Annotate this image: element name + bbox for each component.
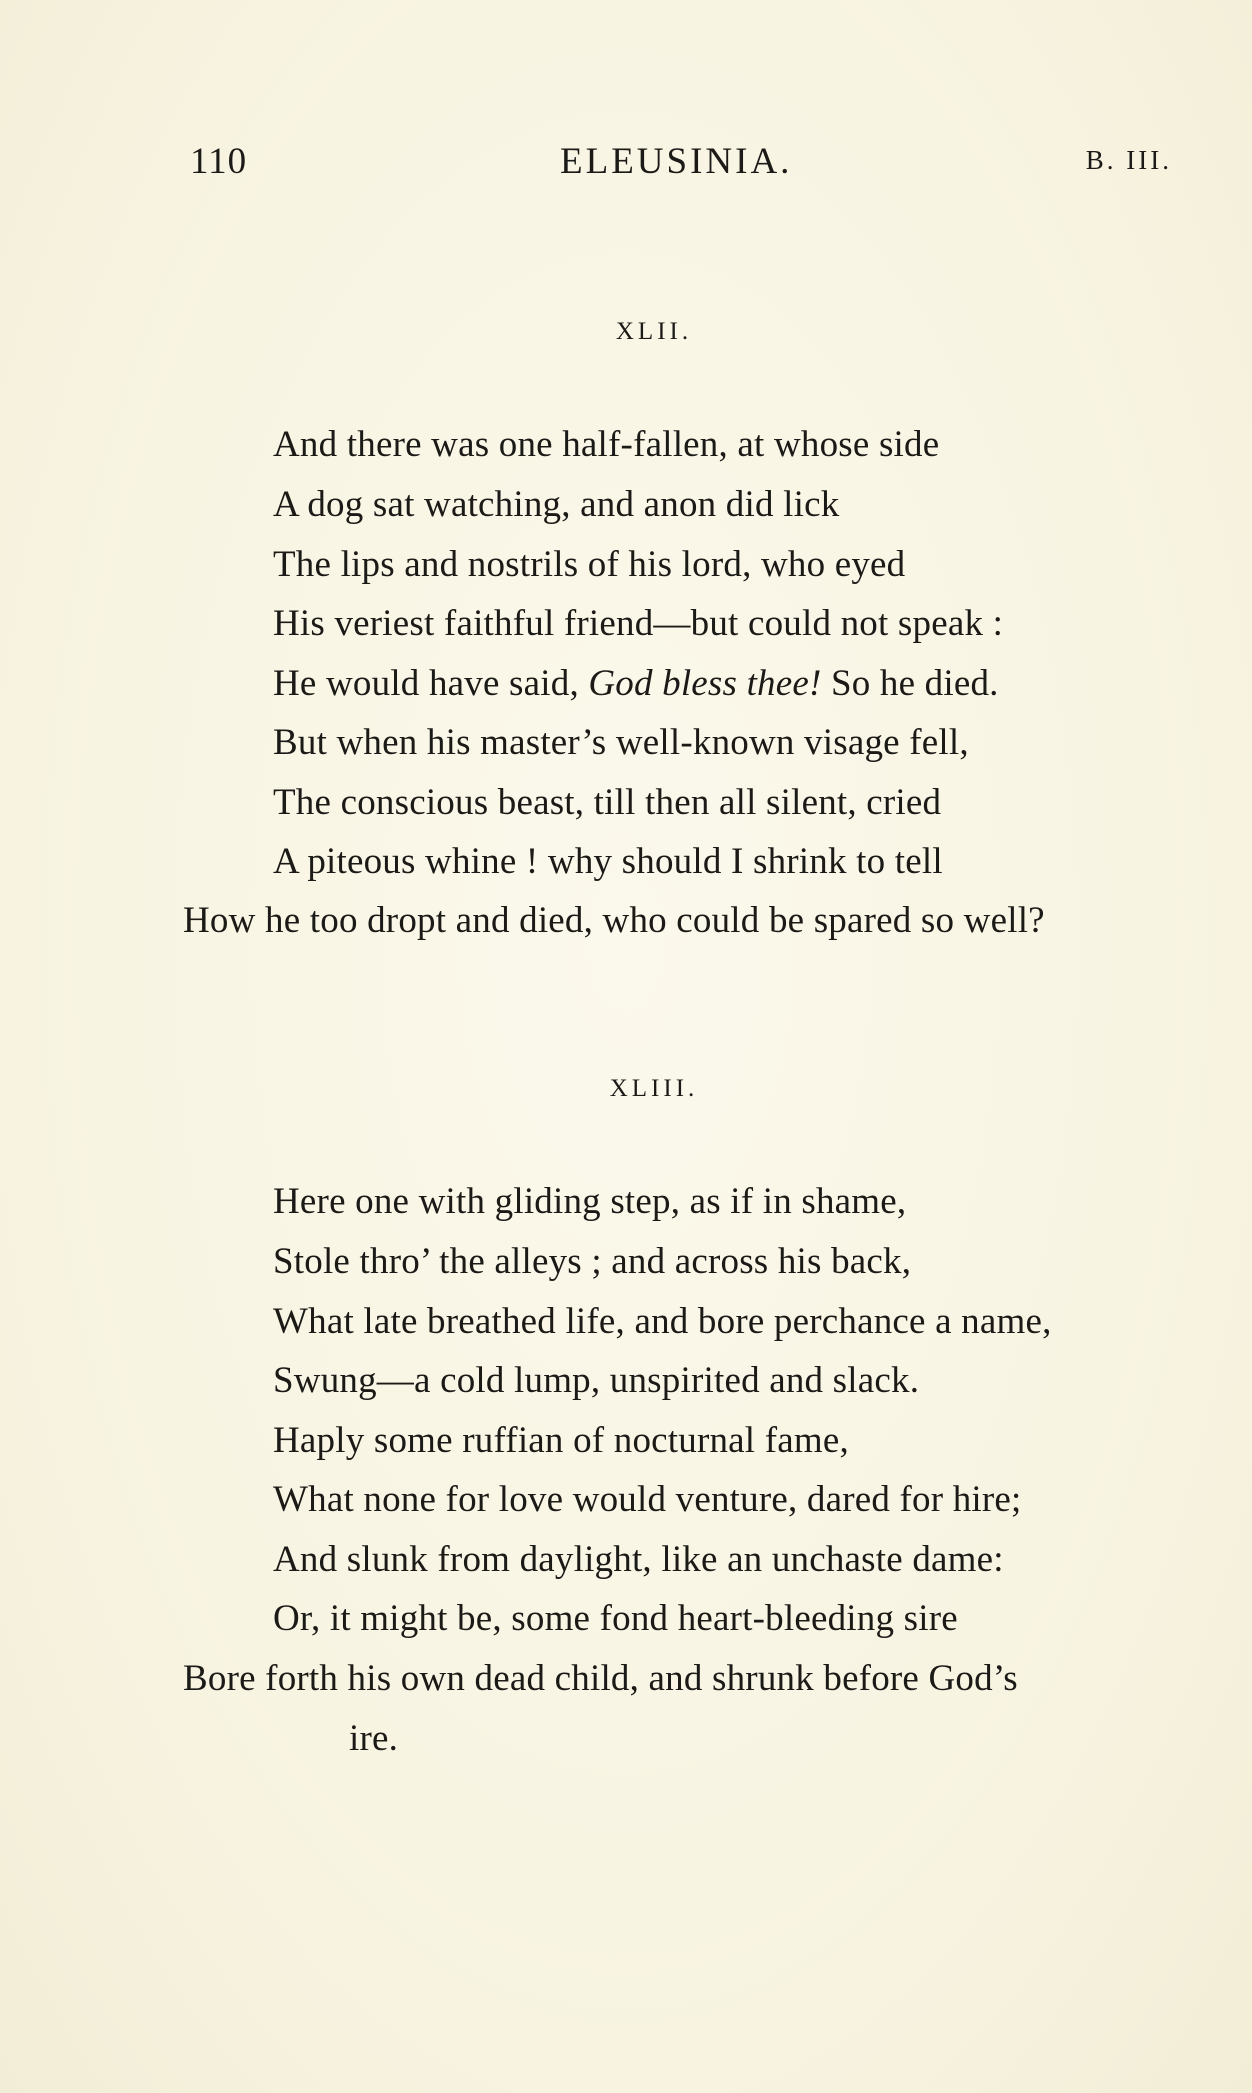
- verse-line: Swung—a cold lump, unspirited and slack.: [273, 1360, 920, 1401]
- verse-line: What late breathed life, and bore perchance a name,: [273, 1301, 1052, 1342]
- verse-line: Haply some ruffian of nocturnal fame,: [273, 1420, 849, 1461]
- verse-line: What none for love would venture, dared for hire;: [273, 1479, 1022, 1520]
- verse-line: A dog sat watching, and anon did lick: [273, 484, 840, 525]
- verse-line-with-italic: [273, 662, 999, 705]
- verse-line: Bore forth his own dead child, and shrunk before God’s: [183, 1658, 1018, 1699]
- verse-line: Here one with gliding step, as if in shame,: [273, 1181, 907, 1222]
- verse-line: The conscious beast, till then all silent, cried: [273, 782, 942, 823]
- verse-line: The lips and nostrils of his lord, who eyed: [273, 544, 906, 585]
- verse-text: He would have said,: [273, 663, 589, 704]
- verse-line: ire.: [349, 1718, 399, 1759]
- verse-line: Stole thro’ the alleys ; and across his back,: [273, 1241, 912, 1282]
- book-reference: B. III.: [1085, 145, 1172, 175]
- verse-line: And there was one half-fallen, at whose side: [273, 424, 940, 465]
- verse-line: And slunk from daylight, like an unchaste dame:: [273, 1539, 1004, 1580]
- verse-line: But when his master’s well-known visage fell,: [273, 722, 969, 763]
- running-title: ELEUSINIA.: [560, 141, 793, 182]
- verse-line: How he too dropt and died, who could be spared so well?: [183, 900, 1045, 941]
- verse-text: So he died.: [821, 663, 999, 704]
- page-header: [190, 140, 1190, 190]
- verse-line: His veriest faithful friend—but could not speak :: [273, 603, 1004, 644]
- page-number: 110: [190, 141, 248, 182]
- verse-line: Or, it might be, some fond heart-bleeding sire: [273, 1598, 958, 1639]
- verse-line: A piteous whine ! why should I shrink to tell: [273, 841, 943, 882]
- stanza-number: XLIII.: [609, 1075, 699, 1102]
- stanza-number: XLII.: [615, 318, 693, 345]
- italic-phrase: God bless thee!: [588, 663, 822, 704]
